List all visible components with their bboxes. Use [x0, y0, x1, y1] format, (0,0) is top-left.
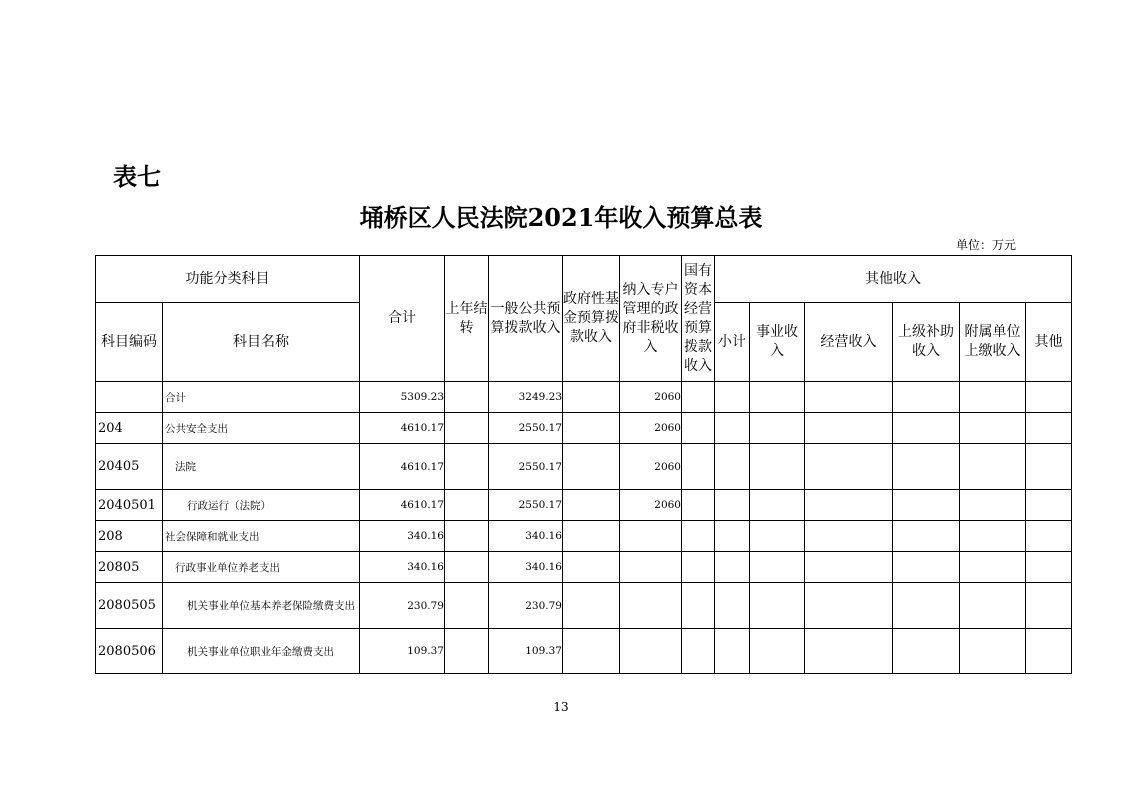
header-general-budget: 一般公共预算拨款收入	[489, 256, 563, 382]
row-name: 机关事业单位基本养老保险缴费支出	[163, 583, 360, 629]
row-special-nontax: 2060	[620, 444, 682, 490]
row-name: 行政事业单位养老支出	[163, 552, 360, 583]
income-budget-table	[95, 255, 1072, 674]
row-name: 合计	[163, 382, 360, 413]
row-name: 公共安全支出	[163, 413, 360, 444]
row-code	[96, 382, 163, 413]
row-general-budget: 2550.17	[489, 490, 563, 521]
row-special-nontax	[620, 629, 682, 674]
row-general-budget: 109.37	[489, 629, 563, 674]
row-general-budget: 3249.23	[489, 382, 563, 413]
table-row	[96, 521, 1072, 552]
header-other: 其他	[1026, 303, 1072, 382]
row-code: 208	[96, 521, 163, 552]
table-body	[96, 382, 1072, 674]
header-other-income: 其他收入	[715, 256, 1072, 303]
row-name: 社会保障和就业支出	[163, 521, 360, 552]
row-special-nontax: 2060	[620, 382, 682, 413]
row-code: 2040501	[96, 490, 163, 521]
header-operating-income: 经营收入	[805, 303, 893, 382]
table-row	[96, 583, 1072, 629]
row-name: 法院	[163, 444, 360, 490]
row-code: 2080506	[96, 629, 163, 674]
page-number: 13	[553, 700, 569, 714]
header-superior-subsidy: 上级补助收入	[893, 303, 960, 382]
table-row	[96, 382, 1072, 413]
table-number-label: 表七	[113, 163, 161, 191]
table-row	[96, 444, 1072, 490]
header-gov-fund: 政府性基金预算拨款收入	[563, 256, 620, 382]
row-code: 2080505	[96, 583, 163, 629]
header-carryover: 上年结转	[445, 256, 489, 382]
header-function-class: 功能分类科目	[96, 256, 360, 303]
row-total: 4610.17	[360, 444, 445, 490]
unit-label: 单位：万元	[956, 238, 1017, 252]
row-total: 4610.17	[360, 413, 445, 444]
row-general-budget: 2550.17	[489, 413, 563, 444]
table-row	[96, 552, 1072, 583]
row-name: 机关事业单位职业年金缴费支出	[163, 629, 360, 674]
table-row	[96, 413, 1072, 444]
row-total: 109.37	[360, 629, 445, 674]
header-code: 科目编码	[96, 303, 163, 382]
row-total: 230.79	[360, 583, 445, 629]
row-special-nontax: 2060	[620, 413, 682, 444]
row-special-nontax: 2060	[620, 490, 682, 521]
row-code: 20405	[96, 444, 163, 490]
row-total: 5309.23	[360, 382, 445, 413]
row-code: 204	[96, 413, 163, 444]
row-special-nontax	[620, 552, 682, 583]
row-special-nontax	[620, 521, 682, 552]
row-general-budget: 2550.17	[489, 444, 563, 490]
header-subtotal: 小计	[715, 303, 750, 382]
table-header	[96, 256, 1072, 382]
header-special-nontax: 纳入专户管理的政府非税收入	[620, 256, 682, 382]
header-business-income: 事业收入	[750, 303, 805, 382]
header-total: 合计	[360, 256, 445, 382]
document-title: 埇桥区人民法院2021年收入预算总表	[359, 203, 763, 232]
row-general-budget: 340.16	[489, 521, 563, 552]
row-total: 4610.17	[360, 490, 445, 521]
row-total: 340.16	[360, 521, 445, 552]
row-name: 行政运行（法院）	[163, 490, 360, 521]
row-general-budget: 230.79	[489, 583, 563, 629]
header-name: 科目名称	[163, 303, 360, 382]
table-row	[96, 629, 1072, 674]
row-code: 20805	[96, 552, 163, 583]
row-total: 340.16	[360, 552, 445, 583]
header-state-capital: 国有资本经营预算拨款收入	[682, 256, 715, 382]
row-general-budget: 340.16	[489, 552, 563, 583]
header-affiliated-unit: 附属单位上缴收入	[960, 303, 1026, 382]
table-row	[96, 490, 1072, 521]
row-special-nontax	[620, 583, 682, 629]
